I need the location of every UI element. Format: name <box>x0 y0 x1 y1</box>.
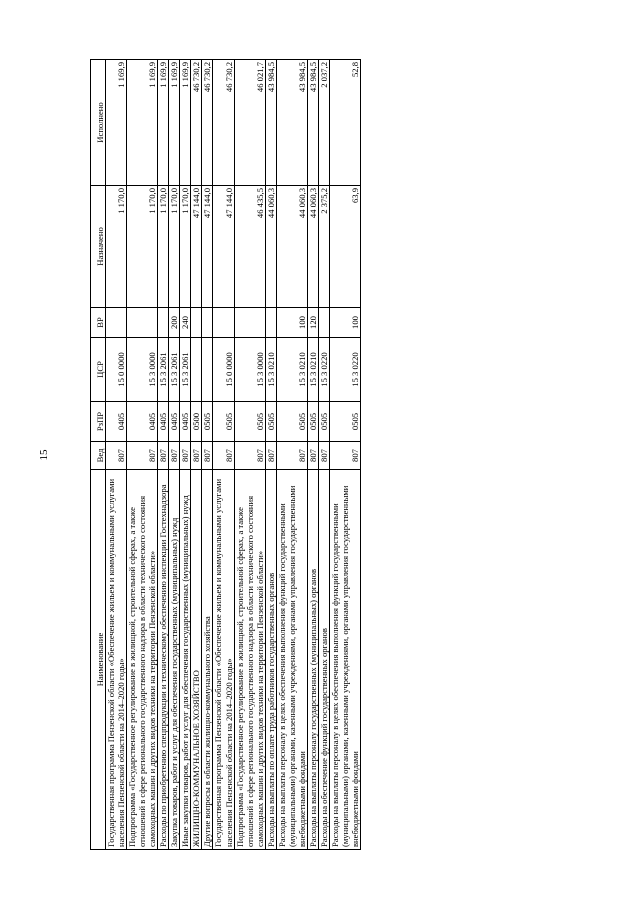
ved-cell: 807 <box>180 442 191 470</box>
assigned-cell: 47 144,0 <box>213 186 234 308</box>
budget-table <box>90 59 361 850</box>
header-name: Наименование <box>91 470 106 850</box>
ved-cell: 807 <box>127 442 158 470</box>
vr-cell <box>106 308 127 338</box>
csr-cell: 15 3 2061 <box>180 338 191 402</box>
table-row <box>329 60 360 850</box>
assigned-cell: 46 435,5 <box>234 186 265 308</box>
name-cell: Подпрограмма «Государственное регулирование в жилищной, строительной сферах, а также отношений в сфере регионального государственного надзора в области технического состояния самоходных машин и других видов техники на территории Пензенской области» <box>127 470 158 850</box>
vr-cell <box>127 308 158 338</box>
table-row <box>202 60 213 850</box>
rzpr-cell: 0505 <box>307 402 318 442</box>
assigned-cell: 1 170,0 <box>158 186 169 308</box>
table-row <box>265 60 276 850</box>
csr-cell: 15 0 0000 <box>213 338 234 402</box>
name-cell: Расходы на выплаты персоналу в целях обеспечения выполнения функций государственными (муниципальными) органами, казенными учреждениями, органами управления государственными внебюджетными фондами <box>329 470 360 850</box>
page-number-text: 15 <box>38 449 50 461</box>
name-cell: Расходы на выплаты по оплате труда работников государственных органов <box>265 470 276 850</box>
assigned-cell: 47 144,0 <box>191 186 202 308</box>
rzpr-cell: 0505 <box>318 402 329 442</box>
assigned-cell: 44 060,3 <box>276 186 307 308</box>
name-cell: Подпрограмма «Государственное регулирование в жилищной, строительной сферах, а также отношений в сфере регионального государственного надзора в области технического состояния самоходных машин и других видов техники на территории Пензенской области» <box>234 470 265 850</box>
executed-cell: 46 730,2 <box>213 60 234 186</box>
table-row <box>234 60 265 850</box>
executed-cell: 46 730,2 <box>191 60 202 186</box>
executed-cell: 1 169,9 <box>158 60 169 186</box>
executed-cell: 52,8 <box>329 60 360 186</box>
assigned-cell: 2 375,2 <box>318 186 329 308</box>
executed-cell: 1 169,9 <box>180 60 191 186</box>
csr-cell: 15 3 0220 <box>318 338 329 402</box>
table-row <box>213 60 234 850</box>
header-ved: Вед <box>91 442 106 470</box>
name-cell: Закупка товаров, работ и услуг для обеспечения государственных (муниципальных) нужд <box>169 470 180 850</box>
ved-cell: 807 <box>158 442 169 470</box>
vr-cell: 200 <box>169 308 180 338</box>
header-rzpr: РзПР <box>91 402 106 442</box>
csr-cell: 15 3 0210 <box>265 338 276 402</box>
csr-cell: 15 3 0210 <box>276 338 307 402</box>
ved-cell: 807 <box>276 442 307 470</box>
ved-cell: 807 <box>169 442 180 470</box>
csr-cell <box>191 338 202 402</box>
rzpr-cell: 0405 <box>106 402 127 442</box>
vr-cell <box>191 308 202 338</box>
name-cell: Расходы на обеспечение функций государственных органов <box>318 470 329 850</box>
name-cell: ЖИЛИЩНО-КОММУНАЛЬНОЕ ХОЗЯЙСТВО <box>191 470 202 850</box>
rzpr-cell: 0505 <box>276 402 307 442</box>
csr-cell: 15 3 2061 <box>169 338 180 402</box>
vr-cell <box>158 308 169 338</box>
table-row <box>307 60 318 850</box>
header-executed: Исполнено <box>91 60 106 186</box>
rzpr-cell: 0505 <box>329 402 360 442</box>
vr-cell: 100 <box>329 308 360 338</box>
rzpr-cell: 0505 <box>265 402 276 442</box>
table-row <box>169 60 180 850</box>
ved-cell: 807 <box>307 442 318 470</box>
ved-cell: 807 <box>191 442 202 470</box>
ved-cell: 807 <box>106 442 127 470</box>
executed-cell: 1 169,9 <box>127 60 158 186</box>
csr-cell <box>202 338 213 402</box>
executed-cell: 43 984,5 <box>307 60 318 186</box>
executed-cell: 1 169,9 <box>169 60 180 186</box>
rzpr-cell: 0505 <box>202 402 213 442</box>
table-row <box>106 60 127 850</box>
header-csr: ЦСР <box>91 338 106 402</box>
table-header-row <box>91 60 106 850</box>
header-vr: ВР <box>91 308 106 338</box>
assigned-cell: 44 060,3 <box>307 186 318 308</box>
csr-cell: 15 3 0000 <box>127 338 158 402</box>
assigned-cell: 1 170,0 <box>127 186 158 308</box>
executed-cell: 2 037,2 <box>318 60 329 186</box>
table-row <box>191 60 202 850</box>
table-row <box>318 60 329 850</box>
ved-cell: 807 <box>318 442 329 470</box>
vr-cell: 100 <box>276 308 307 338</box>
csr-cell: 15 3 0210 <box>307 338 318 402</box>
budget-table-container <box>90 60 545 850</box>
name-cell: Государственная программа Пензенской области «Обеспечение жильем и коммунальными услугами населения Пензенской области на 2014–2020 годы» <box>106 470 127 850</box>
name-cell: Расходы на выплаты персоналу в целях обеспечения выполнения функций государственными (муниципальными) органами, казенными учреждениями, органами управления государственными внебюджетными фондами <box>276 470 307 850</box>
ved-cell: 807 <box>329 442 360 470</box>
rzpr-cell: 0500 <box>191 402 202 442</box>
ved-cell: 807 <box>202 442 213 470</box>
csr-cell: 15 3 2061 <box>158 338 169 402</box>
table-row <box>158 60 169 850</box>
assigned-cell: 44 060,3 <box>265 186 276 308</box>
table-row <box>180 60 191 850</box>
page-number <box>0 0 50 905</box>
name-cell: Государственная программа Пензенской области «Обеспечение жильем и коммунальными услугами населения Пензенской области на 2014–2020 годы» <box>213 470 234 850</box>
vr-cell <box>202 308 213 338</box>
rzpr-cell: 0405 <box>180 402 191 442</box>
executed-cell: 46 021,7 <box>234 60 265 186</box>
csr-cell: 15 3 0000 <box>234 338 265 402</box>
executed-cell: 43 984,5 <box>265 60 276 186</box>
ved-cell: 807 <box>234 442 265 470</box>
ved-cell: 807 <box>213 442 234 470</box>
vr-cell <box>265 308 276 338</box>
vr-cell <box>318 308 329 338</box>
vr-cell: 120 <box>307 308 318 338</box>
executed-cell: 46 730,2 <box>202 60 213 186</box>
ved-cell: 807 <box>265 442 276 470</box>
executed-cell: 1 169,9 <box>106 60 127 186</box>
assigned-cell: 1 170,0 <box>180 186 191 308</box>
rzpr-cell: 0505 <box>213 402 234 442</box>
vr-cell <box>213 308 234 338</box>
rzpr-cell: 0405 <box>169 402 180 442</box>
vr-cell <box>234 308 265 338</box>
header-assigned: Назначено <box>91 186 106 308</box>
assigned-cell: 63,9 <box>329 186 360 308</box>
csr-cell: 15 0 0000 <box>106 338 127 402</box>
csr-cell: 15 3 0220 <box>329 338 360 402</box>
name-cell: Другие вопросы в области жилищно-коммунального хозяйства <box>202 470 213 850</box>
name-cell: Иные закупки товаров, работ и услуг для обеспечения государственных (муниципальных) нужд <box>180 470 191 850</box>
rzpr-cell: 0505 <box>234 402 265 442</box>
table-row <box>276 60 307 850</box>
assigned-cell: 1 170,0 <box>106 186 127 308</box>
name-cell: Расходы на выплаты персоналу государственных (муниципальных) органов <box>307 470 318 850</box>
name-cell: Расходы по приобретению спецпродукции и техническому обеспечению инспекции Гостехнадзора <box>158 470 169 850</box>
rzpr-cell: 0405 <box>127 402 158 442</box>
table-row <box>127 60 158 850</box>
executed-cell: 43 984,5 <box>276 60 307 186</box>
rzpr-cell: 0405 <box>158 402 169 442</box>
vr-cell: 240 <box>180 308 191 338</box>
assigned-cell: 1 170,0 <box>169 186 180 308</box>
assigned-cell: 47 144,0 <box>202 186 213 308</box>
